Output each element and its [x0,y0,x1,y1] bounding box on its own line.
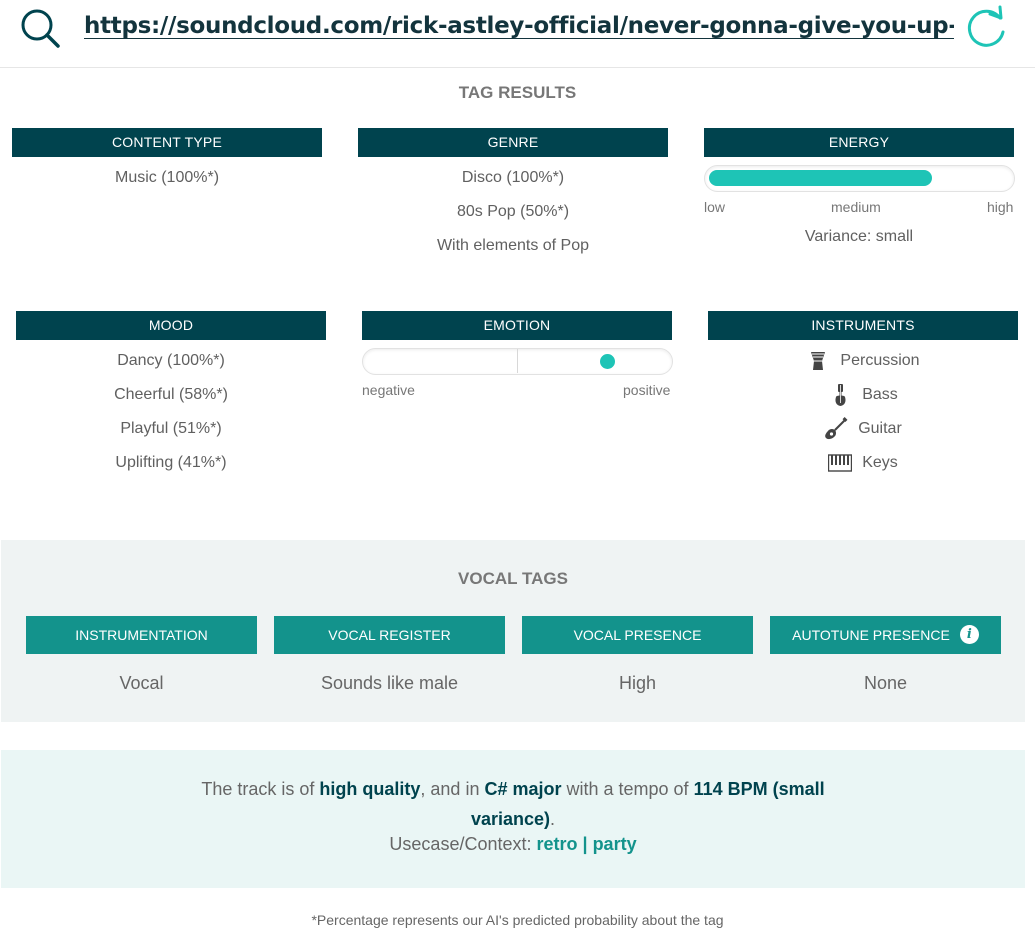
energy-high-label: high [987,199,1014,215]
summary-part: The track is of [201,779,320,799]
summary-section [1,750,1025,888]
guitar-icon [824,417,848,441]
energy-meter [704,165,1015,192]
mood-item: Dancy (100%*) [117,352,225,369]
instrument-item [708,344,1018,378]
context-tag-party[interactable]: party [592,834,637,854]
url-bar [0,0,1035,68]
mood-item: Cheerful (58%*) [114,386,228,403]
summary-part: with a tempo of [561,779,694,799]
genre-list [358,161,668,263]
mood-header: MOOD [16,311,326,340]
instrument-label: Percussion [840,352,920,369]
instrument-label: Guitar [858,420,902,437]
content-type-header: CONTENT TYPE [12,128,322,157]
energy-variance-wrap [704,220,1014,254]
emotion-negative-label: negative [362,382,415,398]
bass-icon [828,383,852,407]
drum-icon [806,349,830,373]
emotion-header: EMOTION [362,311,672,340]
emotion-positive-label: positive [623,382,671,398]
vocal-presence-value: High [618,673,657,693]
autotune-presence-value: None [863,673,908,693]
genre-header: GENRE [358,128,668,157]
content-type-item: Music (100%*) [114,169,220,186]
energy-low-label: low [704,199,726,215]
energy-fill [709,170,932,186]
energy-header: ENERGY [704,128,1014,157]
search-icon[interactable] [18,6,62,50]
context-label: Usecase/Context: [389,834,537,854]
keys-icon [828,451,852,475]
tempo-value: 114 BPM (small variance) [470,779,825,829]
content-type-list [12,161,322,195]
summary-part: , and in [420,779,485,799]
mood-list [16,344,326,480]
instrument-item [708,412,1018,446]
instrument-label: Keys [862,454,898,471]
emotion-meter [362,348,673,375]
quality-value: high quality [319,779,421,799]
emotion-center-line [517,349,518,373]
vocal-register-value: Sounds like male [320,673,459,693]
instruments-list [708,344,1018,480]
instrument-item [708,446,1018,480]
vocal-tags-section [1,540,1025,722]
autotune-presence-label: AUTOTUNE PRESENCE [792,627,950,643]
instruments-header: INSTRUMENTS [708,311,1018,340]
instrumentation-value: Vocal [119,673,164,693]
genre-item: Disco (100%*) [461,169,565,186]
summary-part: . [550,809,556,829]
instrumentation-header: INSTRUMENTATION [26,616,257,654]
footnote: *Percentage represents our AI's predicted probability about the tag [311,912,724,928]
context-line [1,834,1025,855]
vocal-tags-title: VOCAL TAGS [458,569,568,588]
info-icon[interactable]: i [960,625,979,644]
summary-text [191,774,835,834]
mood-item: Playful (51%*) [120,420,222,437]
refresh-icon[interactable] [962,4,1010,52]
emotion-indicator [600,354,615,369]
context-separator: | [577,834,593,854]
url-input[interactable] [84,6,954,46]
autotune-presence-header [770,616,1001,654]
instrument-item [708,378,1018,412]
instrument-label: Bass [862,386,898,403]
key-value: C# major [484,779,562,799]
mood-item: Uplifting (41%*) [115,454,227,471]
energy-medium-label: medium [831,199,881,215]
genre-item: With elements of Pop [436,237,590,254]
context-tag-retro[interactable]: retro [536,834,578,854]
genre-item: 80s Pop (50%*) [456,203,570,220]
tag-results-title: TAG RESULTS [458,83,577,102]
energy-variance: Variance: small [804,228,914,245]
vocal-presence-header: VOCAL PRESENCE [522,616,753,654]
vocal-register-header: VOCAL REGISTER [274,616,505,654]
